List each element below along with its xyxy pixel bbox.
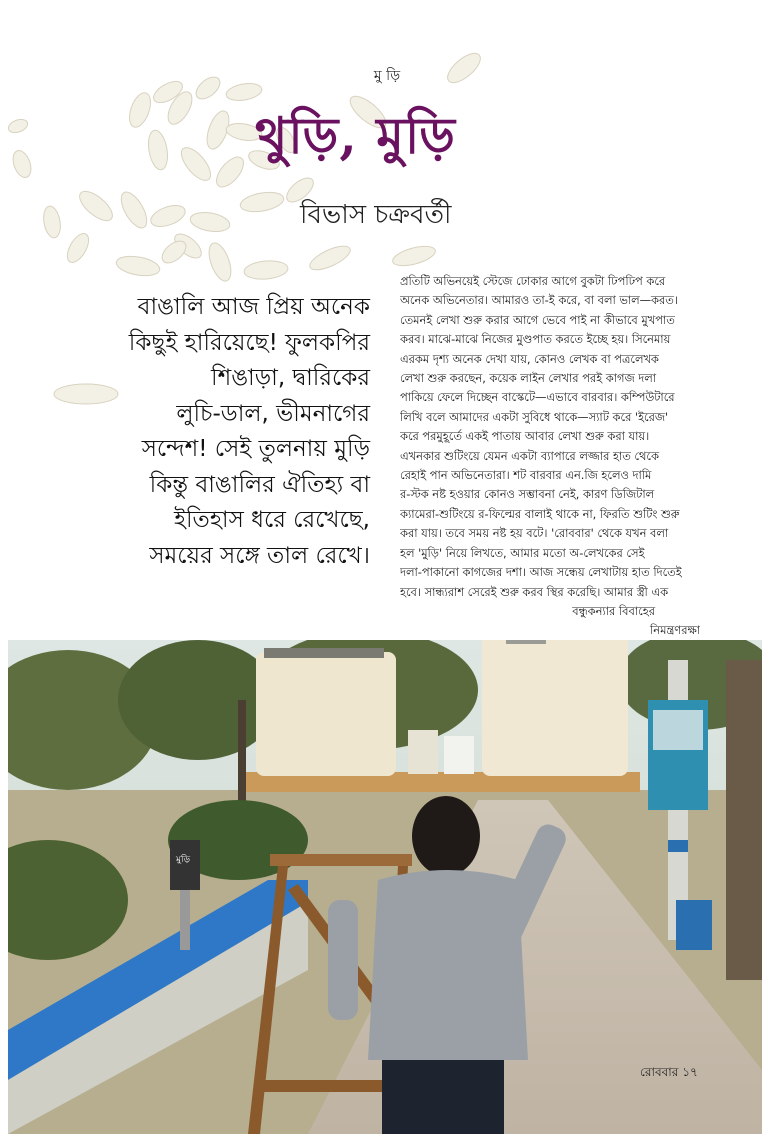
intro-line: সন্দেশ! সেই তুলনায় মুড়ি [141,436,370,462]
page-folio: রোববার ১৭ [640,1065,698,1079]
section-label: মু ড়ি [373,68,401,84]
body-line: লেখা শুরু করছেন, কয়েক লাইন লেখার পরই কাগজ দলা [400,371,657,386]
intro-line: সময়ের সঙ্গে তাল রেখে। [149,542,370,569]
body-line: লিখি বলে আমাদের একটা সুবিধে থাকে—স্যাট করে 'ইরেজ' [400,409,669,424]
body-line: ক্যামেরা-শুটিংয়ে র-ফিল্মের বালাই থাকে না, ফিরতি শুটিং শুরু [400,506,680,521]
body-line: এখনকার শুটিংয়ে যেমন একটা ব্যাপারে লজ্জার হাত থেকে [400,448,659,463]
body-line: হল 'মুড়ি' নিয়ে লিখতে, আমার মতো অ-লেখকের সেই [400,545,645,560]
body-line: প্রতিটি অভিনয়েই স্টেজে ঢোকার আগে বুকটা ঢিপঢিপ করে [400,274,666,288]
article-body [400,272,700,641]
intro-pullquote [60,290,370,574]
body-line: করা যায়। তবে সময় নষ্ট হয় বটে। 'রোববার' থেকে যখন বলা [400,526,669,541]
body-line: তেমনই লেখা শুরু করার আগে ভেবে পাই না কীভাবে মুখপাত [400,312,675,327]
intro-line: বাঙালি আজ প্রিয় অনেক [137,294,370,320]
body-line: করব। মাঝে-মাঝে নিজের মুণ্ডপাত করতে ইচ্ছে হয়। সিনেমায় [400,332,671,347]
body-line: র-স্টক নষ্ট হওয়ার কোনও সম্ভাবনা নেই, কারণ ডিজিটাল [400,487,655,502]
body-line: রেহাই পান অভিনেতারা। শট বারবার এন.জি হলেও দামি [400,468,652,483]
article-headline: থুড়ি, মুড়ি [255,106,456,165]
body-line: করে পরমুহূর্তে একই পাতায় আবার লেখা শুরু করা যায়। [400,429,650,444]
author-byline: বিভাস চক্রবর্তী [300,200,452,230]
intro-line: লুচি-ডাল, ভীমনাগের [176,400,370,427]
body-line: দলা-পাকানো কাগজের দশা। আজ সন্ধেয় লেখাটায় হাত দিতেই [400,565,682,580]
body-line: অনেক অভিনেতার। আমারও তা-ই করে, বা বলা ভাল—করত। [400,293,678,308]
intro-line: কিন্তু বাঙালির ঐতিহ্য বা [149,471,370,498]
body-line: নিমন্ত্রণরক্ষা [650,623,700,638]
intro-line: কিছুই হারিয়েছে! ফুলকপির [128,329,370,356]
photo-sign-text: মুড়ি [176,855,190,865]
intro-line: শিঙাড়া, দ্বারিকের [211,365,370,391]
body-line: বন্ধুকন্যার বিবাহের [572,603,655,618]
body-line: এরকম দৃশ্য অনেক দেখা যায়, কোনও লেখক বা পত্রলেখক [400,351,659,366]
body-line: হবে। সান্ধ্যরাশ সেরেই শুরু করব স্থির করেছি। আমার স্ত্রী এক [400,584,669,599]
body-line: পাকিয়ে ফেলে দিচ্ছেন বাস্কেটে—এভাবে বারবার। কম্পিউটারে [400,390,675,405]
intro-line: ইতিহাস ধরে রেখেছে, [174,507,370,533]
street-vendor-photo [8,640,762,1134]
